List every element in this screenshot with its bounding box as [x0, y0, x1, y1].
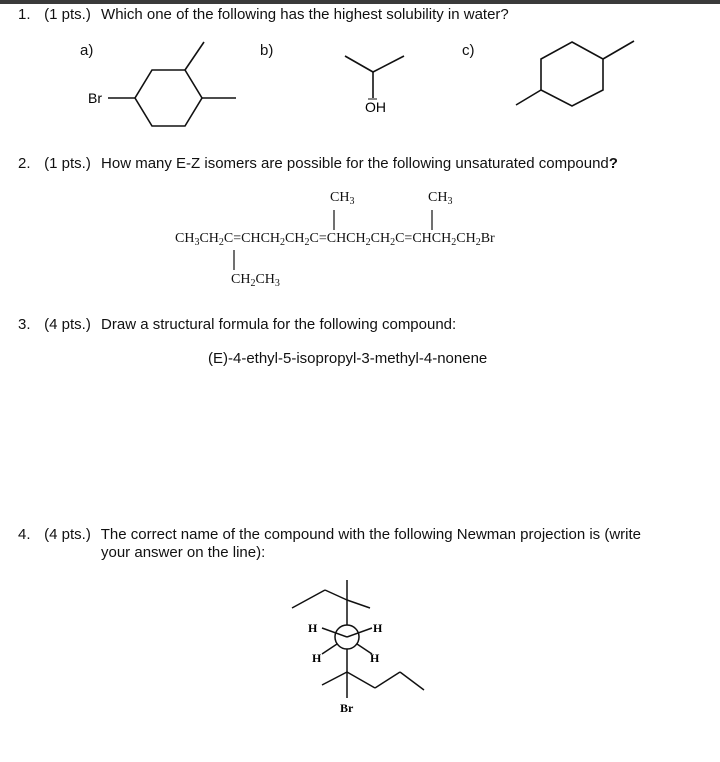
newman-branch-top-3 [347, 600, 370, 608]
formula-substituent-1: $CH_3$ [330, 190, 355, 207]
question-text: Draw a structural formula for the following compound: [101, 316, 457, 333]
question-number: 3. [18, 316, 31, 333]
newman-back-bond-ll [322, 644, 337, 654]
compound-name: (E)-4-ethyl-5-isopropyl-3-methyl-4-nonene [208, 350, 488, 367]
formula-substituent-2: $CH_3$ [428, 190, 453, 207]
newman-br-label: Br [340, 701, 354, 715]
question-text: The correct name of the compound with the following Newman projection is (write [100, 526, 642, 543]
question-points: (1 pts.) [44, 6, 91, 23]
newman-branch-top-1 [325, 590, 347, 600]
newman-h-bottom-right: H [370, 651, 380, 665]
question-number: 4. [18, 526, 31, 543]
newman-chain-1 [322, 672, 347, 685]
option-b-oh-label: OH [365, 99, 386, 115]
question-points: (4 pts.) [44, 316, 91, 333]
question-text: Which one of the following has the highest solubility in water? [101, 6, 509, 23]
option-a-label: a) [80, 42, 94, 59]
question-mark: ? [608, 155, 618, 172]
question-text: How many E-Z isomers are possible for the following unsaturated compound [101, 155, 609, 172]
question-text-line-2: your answer on the line): [101, 544, 266, 561]
newman-chain-2 [347, 672, 375, 688]
question-number: 1. [18, 6, 31, 23]
newman-h-bottom-left: H [312, 651, 322, 665]
newman-chain-3 [375, 672, 400, 688]
formula-main-chain: $CH_3CH_2C=CHCH_2CH_2C=CHCH_2CH_2C=CHCH_2CH_2Br$ [175, 231, 495, 248]
question-points: (4 pts.) [44, 526, 91, 543]
newman-chain-4 [400, 672, 424, 690]
option-c-label: c) [462, 42, 475, 59]
option-b-label: b) [260, 42, 274, 59]
question-points: (1 pts.) [44, 155, 91, 172]
question-number: 2. [18, 155, 31, 172]
newman-branch-top-2 [292, 590, 325, 608]
newman-h-top-left: H [308, 621, 318, 635]
formula-substituent-3: $CH_2CH_3$ [231, 272, 280, 289]
option-a-br-label: Br [88, 90, 102, 106]
newman-h-top-right: H [373, 621, 383, 635]
